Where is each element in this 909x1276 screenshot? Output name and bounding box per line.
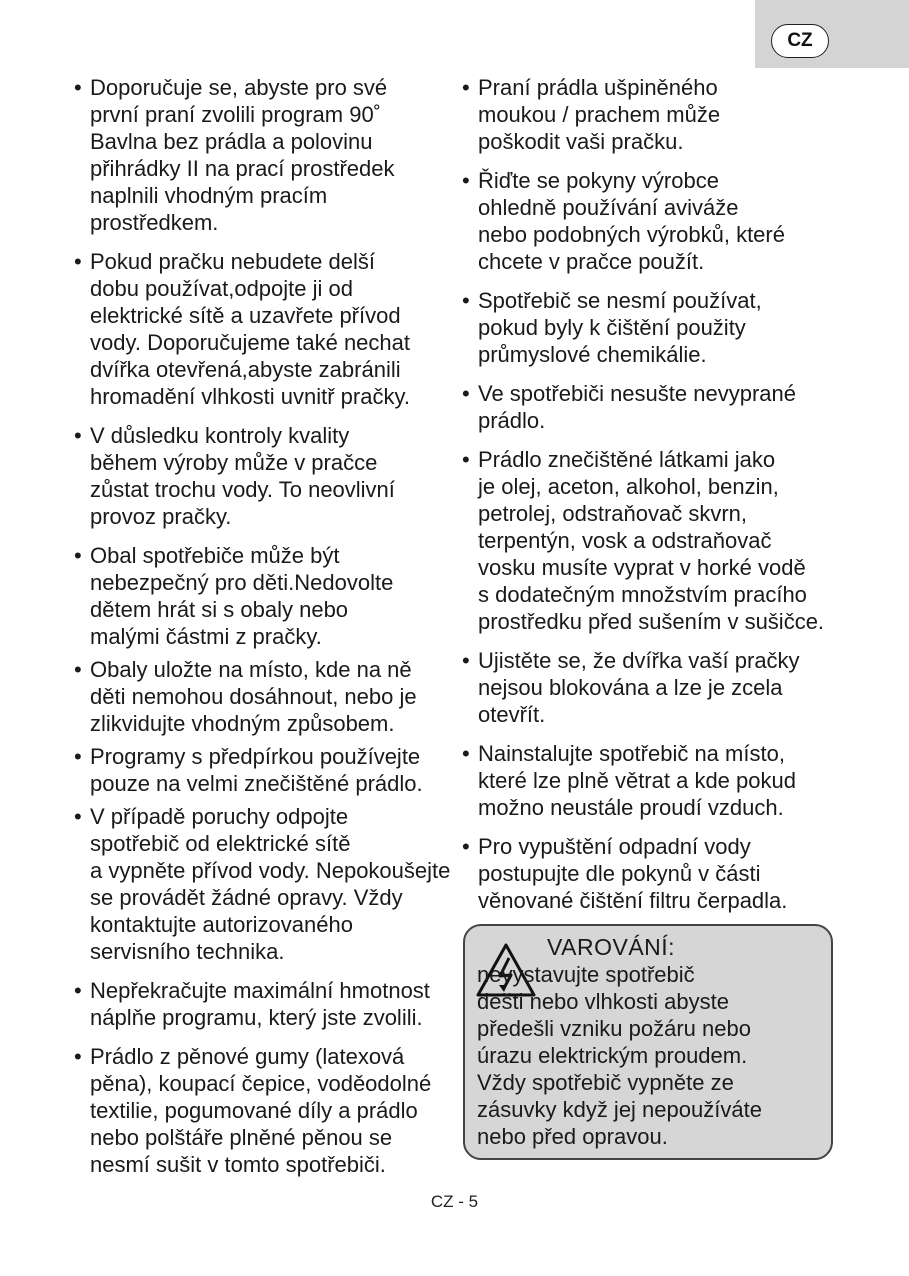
- item-text: Obal spotřebiče může být nebezpečný pro děti.Nedovolte dětem hrát si s obaly nebo malými částmi z pračky.: [90, 543, 394, 649]
- item-text: Obaly uložte na místo, kde na ně děti nemohou dosáhnout, nebo je zlikvidujte vhodným způsobem.: [90, 657, 417, 736]
- item-text: Řiďte se pokyny výrobce ohledně používání aviváže nebo podobných výrobků, které chcete v pračce použít.: [478, 168, 785, 274]
- bullet-icon: •: [74, 75, 82, 100]
- bullet-icon: •: [462, 75, 470, 100]
- item-text: V případě poruchy odpojte spotřebič od elektrické sítě a vypněte přívod vody. Nepokoušejte se provádět žádné opravy. Vždy kontaktujte autorizovaného servisního technika.: [90, 804, 451, 964]
- item-text: Nainstalujte spotřebič na místo, které lze plně větrat a kde pokud možno neustále proudí vzduch.: [478, 741, 796, 820]
- bullet-icon: •: [74, 978, 82, 1003]
- item-text: Ujistěte se, že dvířka vaší pračky nejsou blokována a lze je zcela otevřít.: [478, 648, 800, 727]
- item-text: Nepřekračujte maximální hmotnost náplňe programu, který jste zvolili.: [90, 978, 430, 1030]
- bullet-icon: •: [74, 804, 82, 829]
- bullet-icon: •: [74, 249, 82, 274]
- bullet-icon: •: [74, 423, 82, 448]
- item-text: V důsledku kontroly kvality během výroby může v pračce zůstat trochu vody. To neovlivní provoz pračky.: [90, 423, 395, 529]
- list-item: [74, 248, 454, 410]
- bullet-icon: •: [462, 288, 470, 313]
- item-text: Programy s předpírkou používejte pouze na velmi znečištěné prádlo.: [90, 744, 423, 796]
- bullet-icon: •: [462, 447, 470, 472]
- item-text: Pro vypuštění odpadní vody postupujte dle pokynů v části věnované čištění filtru čerpadla.: [478, 834, 788, 913]
- item-text: Prádlo znečištěné látkami jako je olej, aceton, alkohol, benzin, petrolej, odstraňovač skvrn, terpentýn, vosk a odstraňovač vosku musíte vyprat v horké vodě s dodatečným množstvím pracího prostředku před sušením v sušičce.: [478, 447, 825, 634]
- list-item: [74, 422, 454, 530]
- list-item: [462, 647, 842, 728]
- bullet-icon: •: [462, 741, 470, 766]
- list-item: [462, 287, 842, 368]
- list-item: [74, 977, 454, 1031]
- bullet-icon: •: [74, 543, 82, 568]
- bullet-icon: •: [462, 834, 470, 859]
- list-item: [462, 380, 842, 434]
- list-item: [462, 74, 842, 155]
- list-item: [74, 803, 454, 965]
- warning-box: [463, 924, 833, 1160]
- language-badge: CZ: [771, 24, 829, 58]
- list-item: [462, 167, 842, 275]
- right-column: [462, 74, 842, 926]
- left-column: [74, 74, 454, 1190]
- bullet-icon: •: [462, 381, 470, 406]
- item-text: Doporučuje se, abyste pro své první praní zvolili program 90˚ Bavlna bez prádla a polovinu přihrádky II na prací prostředek naplnili vhodným pracím prostředkem.: [90, 75, 395, 235]
- list-item: [74, 74, 454, 236]
- item-text: Prádlo z pěnové gumy (latexová pěna), koupací čepice, voděodolné textilie, pogumované díly a prádlo nebo polštáře plněné pěnou se nesmí sušit v tomto spotřebiči.: [90, 1044, 432, 1177]
- warning-text: nevystavujte spotřebič dešti nebo vlhkosti abyste předešli vzniku požáru nebo úrazu elektrickým proudem. Vždy spotřebič vypněte ze zásuvky když jej nepoužíváte nebo před opravou.: [477, 962, 762, 1149]
- list-item: [462, 833, 842, 914]
- item-text: Praní prádla ušpiněného moukou / prachem může poškodit vaši pračku.: [478, 75, 721, 154]
- page-number: CZ - 5: [430, 1192, 479, 1211]
- warning-title: VAROVÁNÍ:: [547, 934, 676, 960]
- list-item: [74, 743, 454, 797]
- bullet-icon: •: [74, 1044, 82, 1069]
- list-item: [74, 656, 454, 737]
- item-text: Ve spotřebiči nesušte nevyprané prádlo.: [478, 381, 796, 433]
- item-text: Spotřebič se nesmí používat, pokud byly k čištění použity průmyslové chemikálie.: [478, 288, 762, 367]
- bullet-icon: •: [74, 744, 82, 769]
- bullet-icon: •: [74, 657, 82, 682]
- list-item: [462, 740, 842, 821]
- bullet-icon: •: [462, 168, 470, 193]
- bullet-icon: •: [462, 648, 470, 673]
- list-item: [462, 446, 842, 635]
- list-item: [74, 1043, 454, 1178]
- item-text: Pokud pračku nebudete delší dobu používat,odpojte ji od elektrické sítě a uzavřete přívod vody. Doporučujeme také nechat dvířka otevřená,abyste zabránili hromadění vlhkosti uvnitř pračky.: [90, 249, 410, 409]
- list-item: [74, 542, 454, 650]
